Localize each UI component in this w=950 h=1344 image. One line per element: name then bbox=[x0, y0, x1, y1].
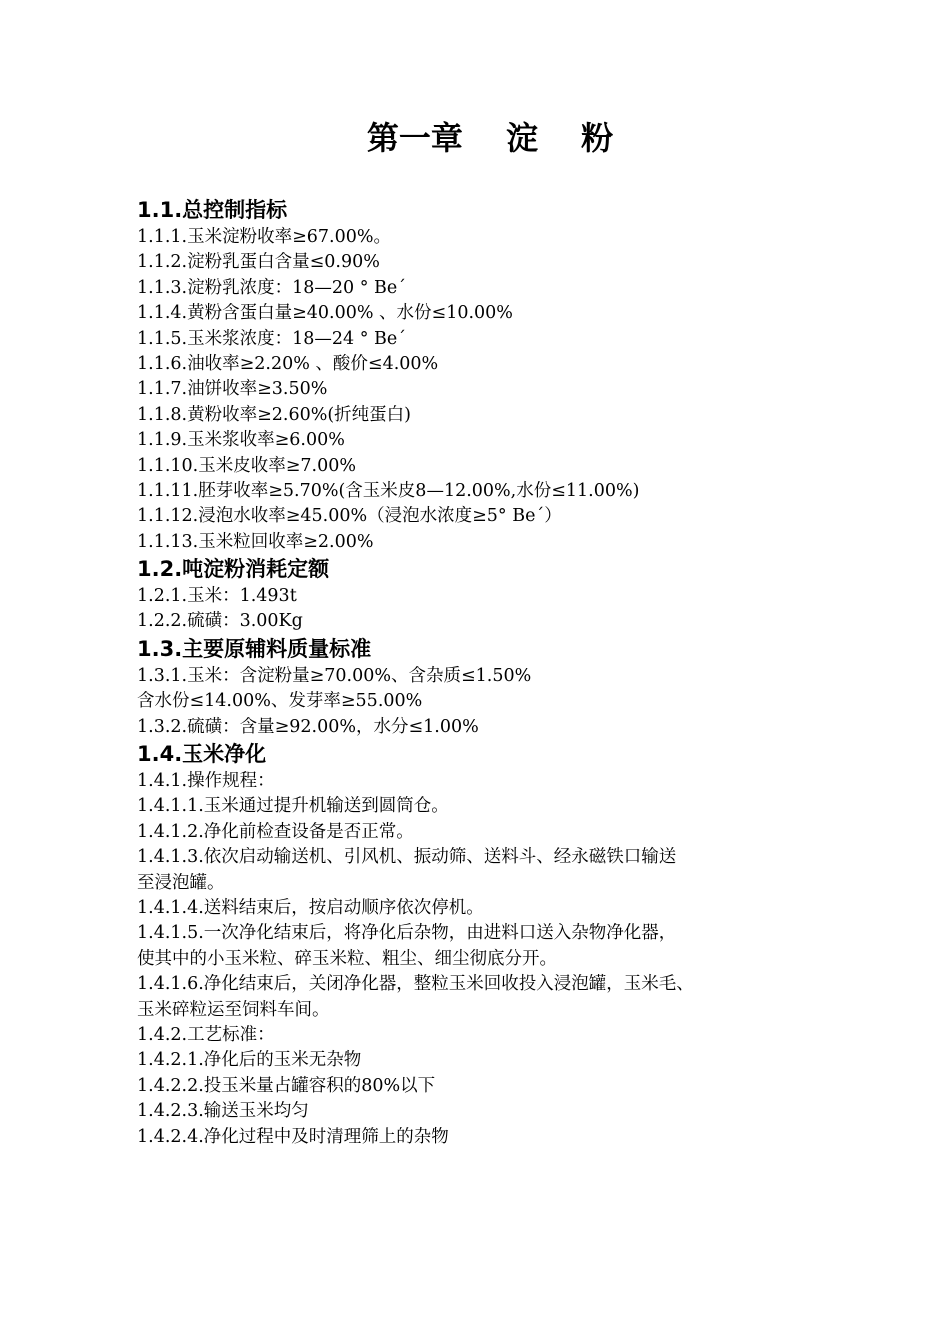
text-line: 1.1.12.浸泡水收率≥45.00%（浸泡水浓度≥5° Be´） bbox=[137, 506, 562, 527]
text-line: 1.4.2.1.净化后的玉米无杂物 bbox=[137, 1050, 362, 1071]
section-1-3 bbox=[137, 635, 857, 740]
text-line: 1.3.1.玉米：含淀粉量≥70.00%、含杂质≤1.50% bbox=[137, 665, 532, 686]
text-line: 1.1.5.玉米浆浓度：18—24 ° Be´ bbox=[137, 328, 406, 349]
section-heading: 1.4.玉米净化 bbox=[137, 742, 267, 767]
text-line: 1.2.2.硫磺：3.00Kg bbox=[137, 611, 303, 632]
text-line: 1.1.1.玉米淀粉收率≥67.00%。 bbox=[137, 227, 391, 247]
section-1-2 bbox=[137, 555, 857, 635]
text-line: 含水份≤14.00%、发芽率≥55.00% bbox=[137, 691, 423, 712]
text-line: 1.1.11.胚芽收率≥5.70%(含玉米皮8—12.00%,水份≤11.00%) bbox=[137, 480, 640, 501]
text-line: 1.4.2.2.投玉米量占罐容积的80%以下 bbox=[137, 1075, 436, 1096]
text-line: 1.4.2.4.净化过程中及时清理筛上的杂物 bbox=[137, 1126, 449, 1147]
text-line: 使其中的小玉米粒、碎玉米粒、粗尘、细尘彻底分开。 bbox=[137, 948, 557, 969]
section-heading: 1.2.吨淀粉消耗定额 bbox=[137, 557, 330, 582]
text-line: 玉米碎粒运至饲料车间。 bbox=[137, 999, 330, 1020]
section-1-1 bbox=[137, 196, 857, 555]
text-line: 1.1.13.玉米粒回收率≥2.00% bbox=[137, 531, 374, 552]
section-heading: 1.1.总控制指标 bbox=[137, 198, 288, 222]
text-line: 1.4.2.3.输送玉米均匀 bbox=[137, 1101, 309, 1122]
text-line: 1.1.9.玉米浆收率≥6.00% bbox=[137, 430, 345, 451]
text-line: 1.1.3.淀粉乳浓度：18—20 ° Be´ bbox=[137, 277, 406, 298]
text-line: 1.4.1.5.一次净化结束后，将净化后杂物，由进料口送入杂物净化器， bbox=[137, 923, 677, 944]
chapter-title: 第一章 淀 粉 bbox=[366, 119, 614, 157]
text-line: 1.4.1.6.净化结束后，关闭净化器，整粒玉米回收投入浸泡罐，玉米毛、 bbox=[137, 974, 694, 995]
text-line: 1.3.2.硫磺：含量≥92.00%，水分≤1.00% bbox=[137, 716, 479, 737]
text-line: 1.4.1.1.玉米通过提升机输送到圆筒仓。 bbox=[137, 796, 449, 817]
section-1-4 bbox=[137, 740, 857, 1150]
document-body bbox=[137, 196, 857, 1150]
text-line: 1.2.1.玉米：1.493t bbox=[137, 586, 297, 607]
text-line: 1.4.1.2.净化前检查设备是否正常。 bbox=[137, 821, 414, 842]
text-line: 1.1.6.油收率≥2.20% 、酸价≤4.00% bbox=[137, 353, 439, 374]
text-line: 1.1.8.黄粉收率≥2.60%(折纯蛋白) bbox=[137, 404, 412, 425]
text-line: 1.4.2.工艺标准： bbox=[137, 1024, 275, 1045]
text-line: 1.1.4.黄粉含蛋白量≥40.00% 、水份≤10.00% bbox=[137, 303, 513, 324]
text-line: 1.1.7.油饼收率≥3.50% bbox=[137, 379, 328, 400]
text-line: 1.4.1.4.送料结束后，按启动顺序依次停机。 bbox=[137, 897, 484, 918]
text-line: 1.1.10.玉米皮收率≥7.00% bbox=[137, 455, 356, 476]
text-line: 至浸泡罐。 bbox=[137, 872, 225, 893]
text-line: 1.4.1.操作规程： bbox=[137, 771, 275, 792]
text-line: 1.4.1.3.依次启动输送机、引风机、振动筛、送料斗、经永磁铁口输送 bbox=[137, 847, 677, 868]
section-heading: 1.3.主要原辅料质量标准 bbox=[137, 636, 372, 661]
text-line: 1.1.2.淀粉乳蛋白含量≤0.90% bbox=[137, 252, 380, 273]
